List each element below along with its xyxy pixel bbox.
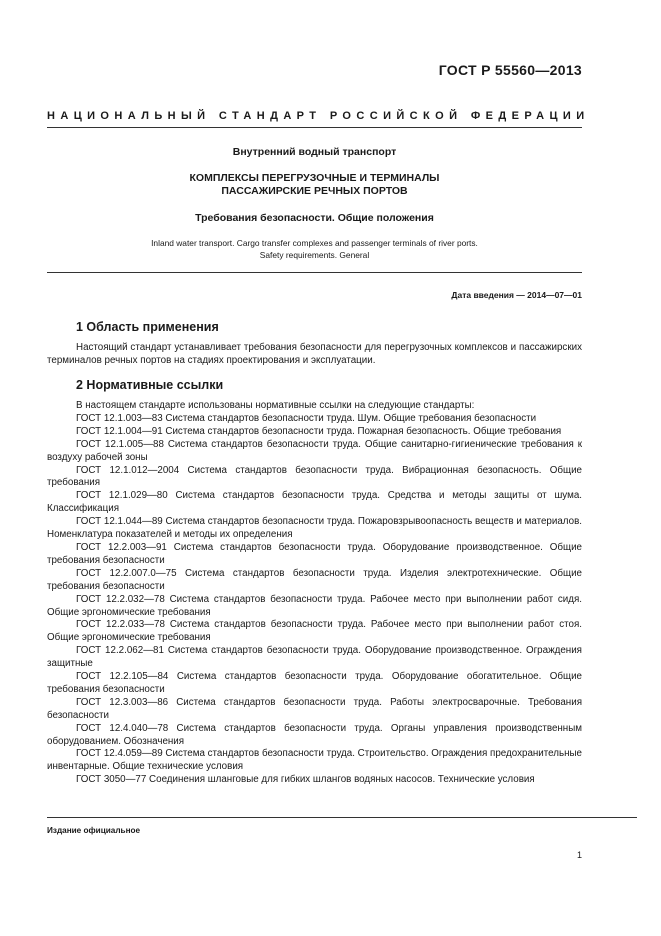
- english-title-line-1: Inland water transport. Cargo transfer complexes and passenger terminals of river ports.: [151, 238, 478, 248]
- normative-references-list: [47, 400, 582, 787]
- reference-item: ГОСТ 12.2.105—84 Система стандартов безопасности труда. Оборудование обогатительное. Общие требования безопасности: [47, 671, 582, 695]
- page-number: 1: [576, 850, 582, 860]
- reference-item: ГОСТ 12.2.007.0—75 Система стандартов безопасности труда. Изделия электротехнические. Общие требования безопасности: [47, 567, 582, 592]
- section-1-text: Настоящий стандарт устанавливает требования безопасности для перегрузочных комплексов и пассажирских терминалов речных портов на стадиях проектирования и эксплуатации.: [47, 342, 582, 366]
- reference-item: ГОСТ 12.3.003—86 Система стандартов безопасности труда. Работы электросварочные. Требования безопасности: [47, 696, 582, 721]
- document-requirements-title: Требования безопасности. Общие положения: [195, 212, 434, 224]
- reference-item: ГОСТ 12.1.004—91 Система стандартов безопасности труда. Пожарная безопасность. Общие требования: [76, 425, 562, 437]
- document-title-line-1: КОМПЛЕКСЫ ПЕРЕГРУЗОЧНЫЕ И ТЕРМИНАЛЫ: [189, 172, 440, 184]
- reference-item: ГОСТ 12.4.059—89 Система стандартов безопасности труда. Строительство. Ограждения предохранительные инвентарные. Общие технические условия: [47, 748, 582, 773]
- introduction-date: Дата введения — 2014—07—01: [451, 290, 582, 300]
- official-edition-label: Издание официальное: [47, 826, 141, 835]
- document-title-line-2: ПАССАЖИРСКИЕ РЕЧНЫХ ПОРТОВ: [221, 185, 408, 197]
- title-divider: [47, 272, 582, 273]
- reference-item: ГОСТ 3050—77 Соединения шланговые для гибких шлангов водяных насосов. Технические условия: [76, 774, 535, 786]
- national-standard-heading: НАЦИОНАЛЬНЫЙ СТАНДАРТ РОССИЙСКОЙ ФЕДЕРАЦИИ: [47, 110, 590, 122]
- reference-item: ГОСТ 12.1.029—80 Система стандартов безопасности труда. Средства и методы защиты от шума. Классификация: [47, 490, 582, 515]
- document-title: [47, 172, 582, 198]
- gost-number: ГОСТ Р 55560—2013: [438, 62, 582, 78]
- reference-item: ГОСТ 12.2.032—78 Система стандартов безопасности труда. Рабочее место при выполнении работ сидя. Общие эргономические требования: [47, 593, 582, 618]
- footer-divider: [47, 817, 637, 818]
- section-1-body: [47, 341, 582, 367]
- reference-item: ГОСТ 12.1.005—88 Система стандартов безопасности труда. Общие санитарно-гигиенические требования к воздуху рабочей зоны: [47, 438, 582, 463]
- reference-item: ГОСТ 12.2.003—91 Система стандартов безопасности труда. Оборудование производственное. Общие требования безопасности: [47, 541, 582, 566]
- header-divider: [47, 127, 582, 128]
- references-intro: В настоящем стандарте использованы нормативные ссылки на следующие стандарты:: [76, 400, 475, 411]
- document-subject: Внутренний водный транспорт: [232, 146, 397, 158]
- reference-item: ГОСТ 12.1.044—89 Система стандартов безопасности труда. Пожаровзрывоопасность веществ и материалов. Номенклатура показателей и методы их определения: [47, 516, 582, 541]
- english-title-line-2: Safety requirements. General: [259, 249, 370, 260]
- reference-item: ГОСТ 12.1.012—2004 Система стандартов безопасности труда. Вибрационная безопасность. Общие требования: [47, 464, 582, 489]
- section-1-heading: 1 Область применения: [76, 320, 219, 334]
- reference-item: ГОСТ 12.1.003—83 Система стандартов безопасности труда. Шум. Общие требования безопасности: [76, 412, 537, 424]
- reference-item: ГОСТ 12.2.033—78 Система стандартов безопасности труда. Рабочее место при выполнении работ стоя. Общие эргономические требования: [47, 619, 582, 644]
- reference-item: ГОСТ 12.4.040—78 Система стандартов безопасности труда. Органы управления производственным оборудованием. Обозначения: [47, 722, 582, 747]
- english-title: [47, 238, 582, 261]
- reference-item: ГОСТ 12.2.062—81 Система стандартов безопасности труда. Оборудование производственное. Ограждения защитные: [47, 645, 582, 670]
- section-2-heading: 2 Нормативные ссылки: [76, 378, 224, 392]
